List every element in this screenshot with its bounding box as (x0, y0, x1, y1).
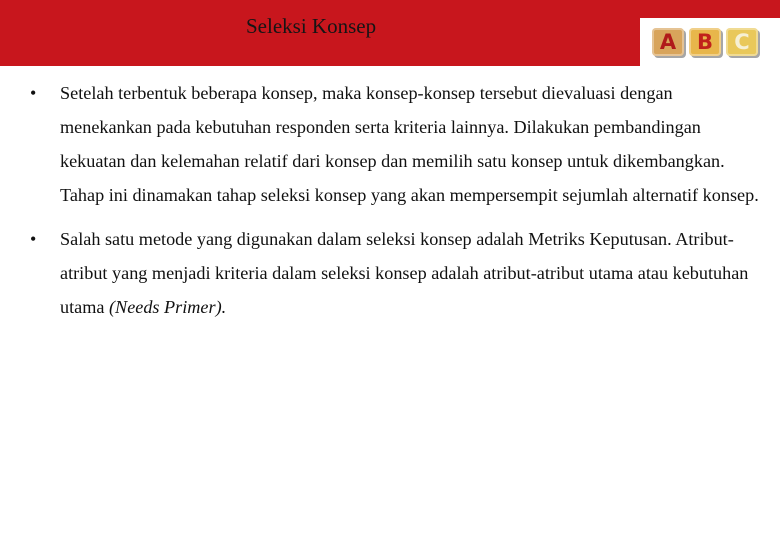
bullet-emphasis: (Needs Primer). (109, 297, 227, 317)
letter-block-a: A (652, 28, 684, 56)
bullet-item-1 (30, 76, 760, 212)
bullet-icon: • (30, 229, 37, 249)
slide-body (30, 76, 760, 334)
abc-logo (640, 18, 780, 66)
letter-block-c: C (726, 28, 758, 56)
bullet-text: Salah satu metode yang digunakan dalam seleksi konsep adalah Metriks Keputusan. Atribut-atribut yang menjadi kriteria dalam seleksi konsep adalah atribut-atribut utama atau kebutuhan utama (60, 229, 749, 317)
letter-block-b: B (689, 28, 721, 56)
slide-title: Seleksi Konsep (246, 14, 377, 38)
bullet-item-2 (30, 222, 760, 324)
bullet-icon: • (30, 83, 37, 103)
abc-blocks (652, 28, 758, 56)
bullet-text: Setelah terbentuk beberapa konsep, maka konsep-konsep tersebut dievaluasi dengan menekankan pada kebutuhan responden serta kriteria lainnya. Dilakukan pembandingan kekuatan dan kelemahan relatif dari konsep dan memilih satu konsep untuk dikembangkan. Tahap ini dinamakan tahap seleksi konsep yang akan mempersempit sejumlah alternatif konsep. (60, 83, 759, 205)
